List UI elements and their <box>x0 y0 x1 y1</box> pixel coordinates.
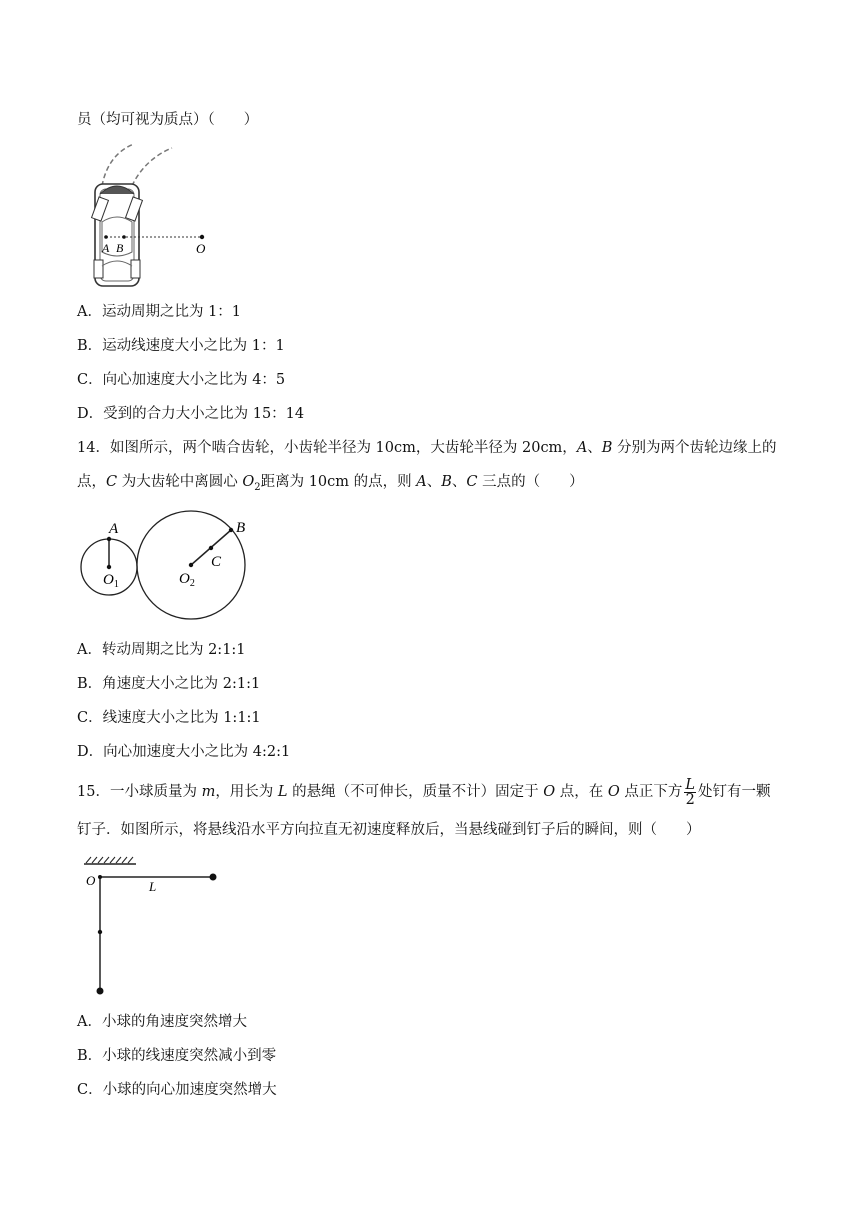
q15-stem-line2: 钉子．如图所示，将悬线沿水平方向拉直无初速度释放后，当悬线碰到钉子后的瞬间，则（ ） <box>77 822 701 838</box>
label-b: B <box>116 241 124 255</box>
fraction-l-over-2: $\frac{L}{2}$ <box>685 776 696 808</box>
point-b <box>122 235 126 239</box>
q15-option-a: A．小球的角速度突然增大 <box>77 1014 247 1030</box>
q14-option-b: B．角速度大小之比为 2:1:1 <box>77 676 261 692</box>
pendulum-label-o: O <box>86 873 96 888</box>
nail <box>98 930 102 934</box>
label-o: O <box>196 241 206 256</box>
q15-stem-line1: 15．一小球质量为 m，用长为 L 的悬绳（不可伸长，质量不计）固定于 O 点，在 O 点正下方 $\frac{L}{2}$ 处钉有一颗 <box>77 776 771 808</box>
q13-option-c: C．向心加速度大小之比为 4：5 <box>77 372 286 388</box>
q14-gears-figure <box>78 510 258 625</box>
q14-stem-line2: 点，C 为大齿轮中离圆心 $O_2$距离为 10cm 的点，则 A、B、C 三点的（ ） <box>77 474 584 493</box>
q14-option-a: A．转动周期之比为 2:1:1 <box>77 642 246 658</box>
label-a: A <box>102 241 110 255</box>
q15-pendulum-figure <box>80 854 230 999</box>
gear-label-o1: $O_1$ <box>103 572 119 590</box>
pendulum-label-l: L <box>149 879 157 894</box>
q15-option-c: C．小球的向心加速度突然增大 <box>77 1082 277 1098</box>
q13-car-figure <box>80 142 220 292</box>
q13-option-b: B．运动线速度大小之比为 1：1 <box>77 338 285 354</box>
q14-option-d: D．向心加速度大小之比为 4:2:1 <box>77 744 291 760</box>
q14-option-c: C．线速度大小之比为 1:1:1 <box>77 710 261 726</box>
gear-label-c: C <box>211 554 222 570</box>
q15-option-b: B．小球的线速度突然减小到零 <box>77 1048 277 1064</box>
q13-stem-tail: 员（均可视为质点）（ ） <box>77 112 259 128</box>
q13-option-a: A．运动周期之比为 1：1 <box>77 304 242 320</box>
q13-option-d: D．受到的合力大小之比为 15：14 <box>77 406 305 422</box>
gear-label-o2: $O_2$ <box>179 571 195 589</box>
ball-vertical <box>97 988 104 995</box>
gear-label-a: A <box>109 521 119 537</box>
q14-stem-line1: 14．如图所示，两个啮合齿轮，小齿轮半径为 10cm，大齿轮半径为 20cm，A、B 分别为两个齿轮边缘上的 <box>77 440 777 456</box>
point-o <box>200 235 204 239</box>
point-a <box>104 235 108 239</box>
gear-label-b: B <box>236 520 246 536</box>
ball-horizontal <box>210 874 217 881</box>
